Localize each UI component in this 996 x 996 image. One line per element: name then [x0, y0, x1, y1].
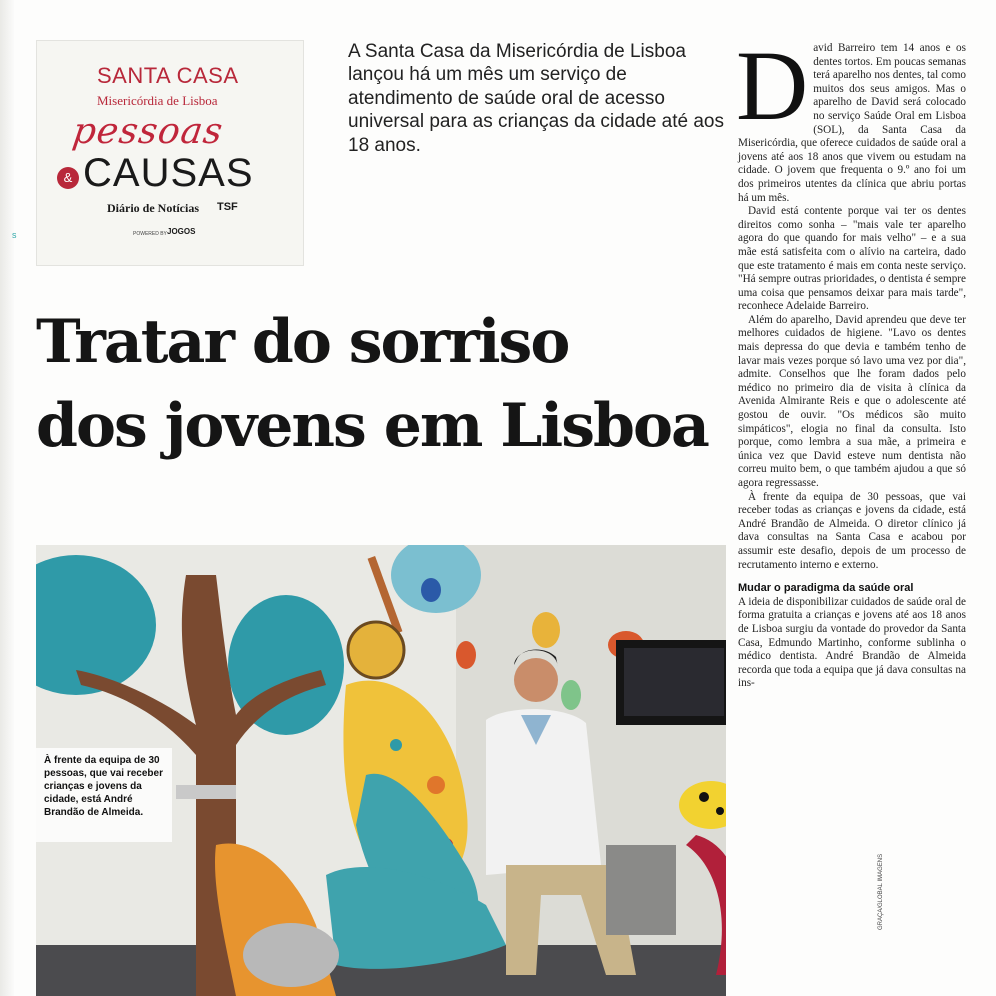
logo-pessoas-script: pessoas: [70, 111, 226, 152]
photo-caption: À frente da equipa de 30 pessoas, que vai receber crianças e jovens da cidade, está André Brandão de Almeida.: [36, 748, 172, 842]
dental-lamp: [348, 622, 404, 678]
article-paragraph-2: David está contente porque vai ter os dentes direitos como sonha – "mais vale ter aparelho agora do que quando for mais velho" – e a sua mãe está satisfeita com o alívio na carteira, dado que este tratamento é mais em conta neste serviço. "Há sempre outras prioridades, o dentista é sempre uma coisa que pensamos deixar para mais tarde", reconhece Adelaide Barreiro.: [738, 205, 966, 313]
mural-small-dot: [456, 641, 476, 669]
dental-chair-hose: [243, 923, 339, 987]
mural-blue-dot: [421, 578, 441, 602]
article-paragraph-4: À frente da equipa de 30 pessoas, que vai receber todas as crianças e jovens da cidade, está André Brandão de Almeida. O diretor clínico já dava consultas na Santa Casa e acabou por assumir este desafio, depois de um processo de recrutamento interno e externo.: [738, 490, 966, 571]
drop-cap: D: [736, 30, 809, 141]
mural-orange-spot: [427, 776, 445, 794]
mural-green-dot: [561, 680, 581, 710]
paragraph-1-text: avid Barreiro tem 14 anos e os dentes tortos. Em poucas semanas terá aparelho nos dentes, tal como muitos dos seus amigos. Mas o aparelho de David será colocado no serviço Saúde Oral em Lisboa (SOL), da Santa Casa da Misericórdia, que oferece cuidados de saúde oral a jovens até aos 18 anos que vivem ou estudam na cidade. O jovem que frequenta o 9.º ano foi um dos primeiros utentes da clínica que abriu portas há um mês.: [738, 42, 966, 204]
dental-equipment-cart: [606, 845, 676, 935]
mural-yellow-dot: [532, 612, 560, 648]
logo-powered-by: POWERED BY: [133, 231, 167, 237]
instrument-tray: [176, 785, 236, 799]
pessoas-causas-logo: [36, 40, 304, 266]
logo-tsf: TSF: [217, 201, 238, 213]
article-paragraph-3: Além do aparelho, David aprendeu que deve ter melhores cuidados de higiene. "Lavo os dentes mais depressa do que devia e também tenho de lavar mais vezes porque só lavo uma vez por dia", admite. Conselhos que lhe foram dados pelo médico no primeiro dia de visita à clínica da Avenida Almirante Reis e que o adolescente até gostou de ouvir. "Os médicos são muito simpáticos", elogia no final da consulta. Isto porque, como lembra a sua mãe, a primeira e única vez que David esteve num dentista não correu muito bem, o que também ajudou a que só agora regressasse.: [738, 313, 966, 489]
headline-line-1: Tratar do sorriso: [36, 307, 569, 377]
logo-causas: CAUSAS: [83, 151, 254, 195]
fold-mark: s: [12, 230, 17, 240]
article-subhead: Mudar o paradigma da saúde oral: [738, 582, 914, 595]
article-paragraph-5: A ideia de disponibilizar cuidados de saúde oral de forma gratuita a crianças e jovens até aos 18 anos de Lisboa surgiu da vontade do provedor da Santa Casa, Edmundo Martinho, conforme sublinha o médico dentista. André Brandão de Almeida recorda que toda a equipa que já dava consultas na ins-: [738, 595, 966, 690]
article-paragraph-1: [736, 30, 966, 205]
mural-teal-spot: [390, 739, 402, 751]
logo-diario-de-noticias: Diário de Notícias: [107, 201, 199, 215]
ladybug-spot: [699, 792, 709, 802]
ladybug-spot: [716, 807, 724, 815]
article-body: [736, 30, 966, 691]
logo-santa-casa: SANTA CASA: [97, 63, 239, 88]
dentist-head: [514, 658, 558, 702]
logo-ampersand: &: [57, 167, 79, 189]
dentist-coat: [486, 709, 601, 875]
headline-line-2: dos jovens em Lisboa: [36, 391, 708, 461]
page-fold-shadow: [0, 0, 14, 996]
article-lead: A Santa Casa da Misericórdia de Lisboa lançou há um mês um serviço de atendimento de saúde oral de acesso universal para as crianças da cidade até aos 18 anos.: [348, 41, 725, 156]
wall-tv-screen: [624, 648, 724, 716]
photo-credit: GRAÇA/GLOBAL IMAGENS: [878, 853, 884, 930]
logo-misericordia: Misericórdia de Lisboa: [97, 93, 218, 108]
article-headline: [36, 300, 726, 468]
logo-jogos: JOGOS: [167, 227, 196, 236]
